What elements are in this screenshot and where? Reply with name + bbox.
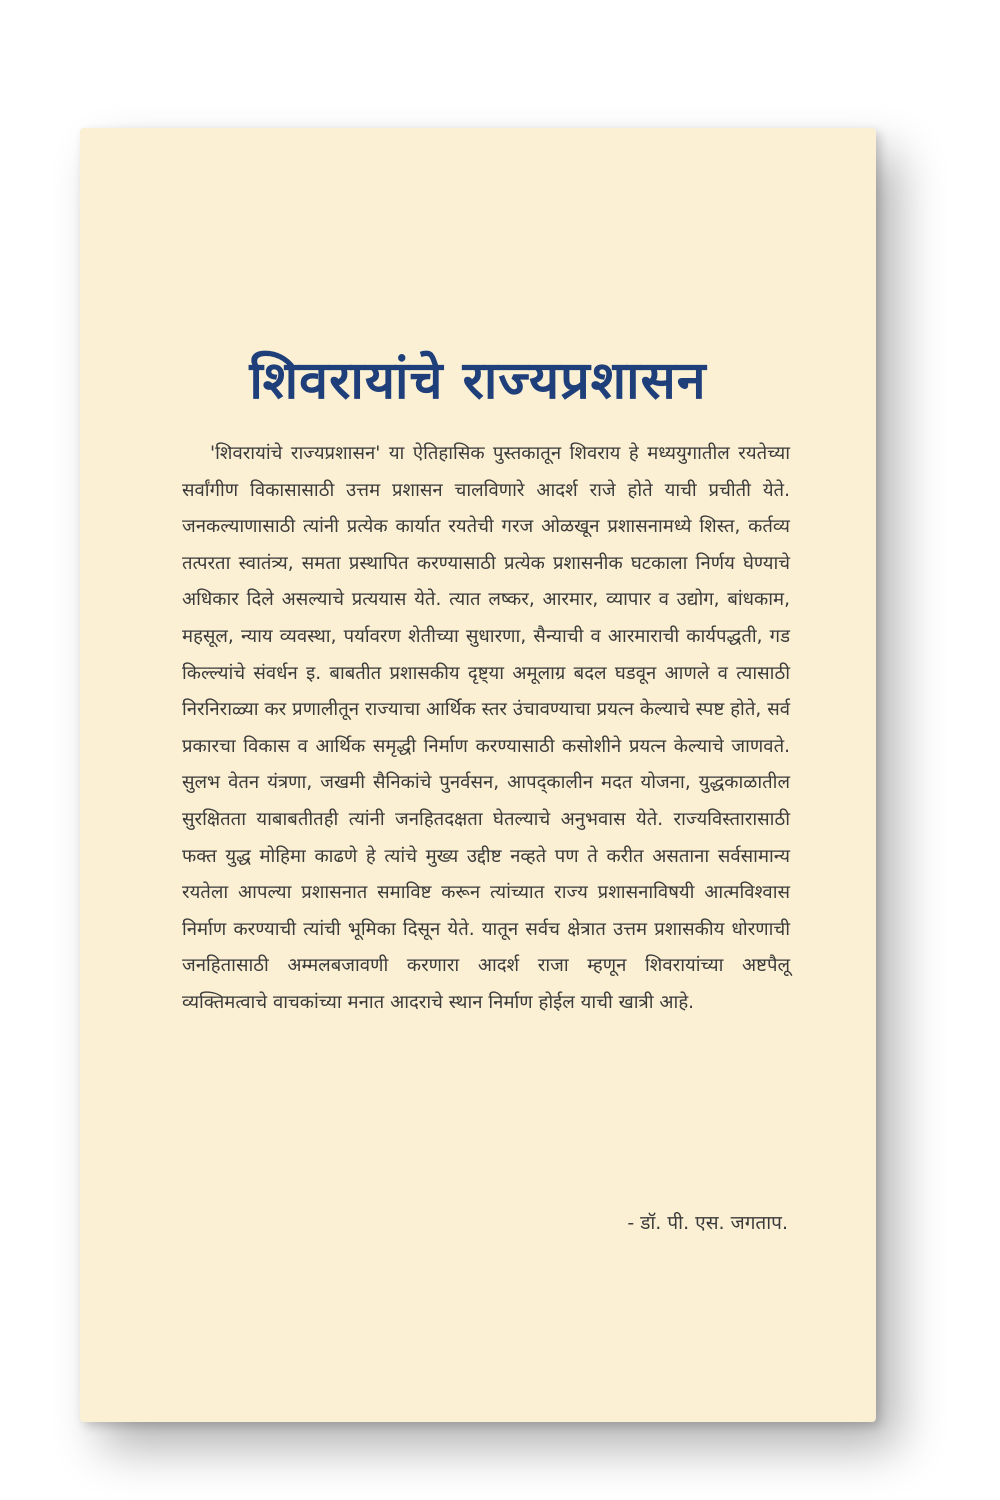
- book-back-cover: [80, 128, 876, 1422]
- blurb-paragraph: 'शिवरायांचे राज्यप्रशासन' या ऐतिहासिक पुस्तकातून शिवराय हे मध्ययुगातील रयतेच्या सर्वांगीण विकासासाठी उत्तम प्रशासन चालविणारे आदर्श राजे होते याची प्रचीती येते. जनकल्याणासाठी त्यांनी प्रत्येक कार्यात रयतेची गरज ओळखून प्रशासनामध्ये शिस्त, कर्तव्य तत्परता स्वातंत्र्य, समता प्रस्थापित करण्यासाठी प्रत्येक प्रशासनीक घटकाला निर्णय घेण्याचे अधिकार दिले असल्याचे प्रत्ययास येते. त्यात लष्कर, आरमार, व्यापार व उद्योग, बांधकाम, महसूल, न्याय व्यवस्था, पर्यावरण शेतीच्या सुधारणा, सैन्याची व आरमाराची कार्यपद्धती, गड किल्ल्यांचे संवर्धन इ. बाबतीत प्रशासकीय दृष्ट्या अमूलाग्र बदल घडवून आणले व त्यासाठी निरनिराळ्या कर प्रणालीतून राज्याचा आर्थिक स्तर उंचावण्याचा प्रयत्न केल्याचे स्पष्ट होते, सर्व प्रकारचा विकास व आर्थिक समृद्धी निर्माण करण्यासाठी कसोशीने प्रयत्न केल्याचे जाणवते. सुलभ वेतन यंत्रणा, जखमी सैनिकांचे पुनर्वसन, आपद्कालीन मदत योजना, युद्धकाळातील सुरक्षितता याबाबतीतही त्यांनी जनहितदक्षता घेतल्याचे अनुभवास येते. राज्यविस्तारासाठी फक्त युद्ध मोहिमा काढणे हे त्यांचे मुख्य उद्दीष्ट नव्हते पण ते करीत असताना सर्वसामान्य रयतेला आपल्या प्रशासनात समाविष्ट करून त्यांच्यात राज्य प्रशासनाविषयी आत्मविश्वास निर्माण करण्याची त्यांची भूमिका दिसून येते. यातून सर्वच क्षेत्रात उत्तम प्रशासकीय धोरणाची जनहितासाठी अम्मलबजावणी करणारा आदर्श राजा म्हणून शिवरायांच्या अष्टपैलू व्यक्तिमत्वाचे वाचकांच्या मनात आदराचे स्थान निर्माण होईल याची खात्री आहे.: [182, 443, 790, 1013]
- book-title: शिवरायांचे राज्यप्रशासन: [249, 350, 707, 411]
- author-signature: - डॉ. पी. एस. जगताप.: [627, 1212, 788, 1234]
